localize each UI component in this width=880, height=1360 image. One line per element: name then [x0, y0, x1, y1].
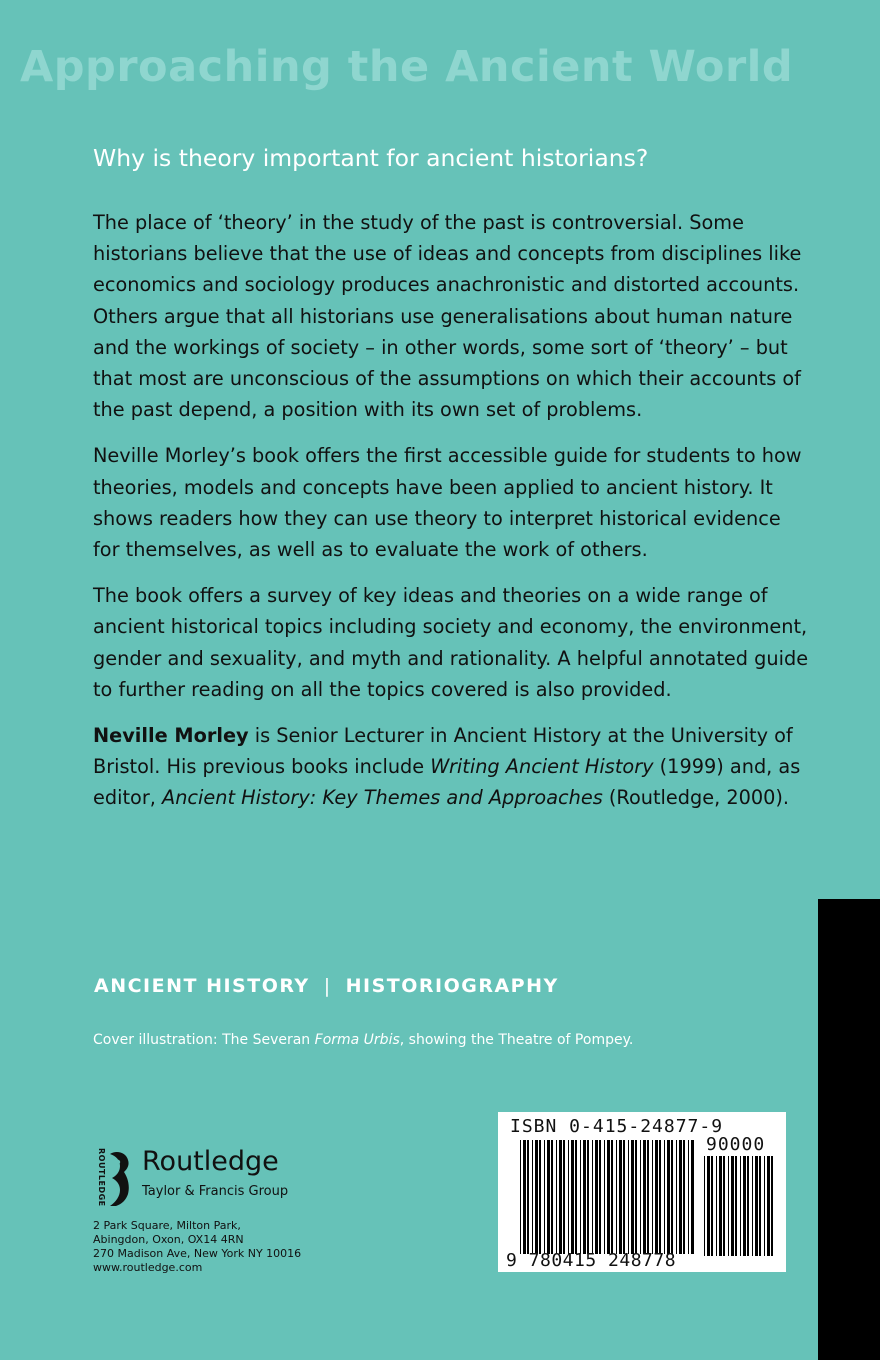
subject-categories — [94, 975, 559, 997]
barcode-bar — [752, 1156, 753, 1256]
author-bio-text: (1999) and, as editor, — [93, 755, 801, 810]
author-bio-text: (Routledge, 2000). — [602, 786, 790, 810]
barcode-bar — [619, 1140, 622, 1254]
barcode-bar — [551, 1140, 553, 1254]
barcode-bar — [723, 1156, 725, 1256]
author-bio — [93, 720, 813, 814]
barcode-bar — [676, 1140, 677, 1254]
credit-text: , showing the Theatre of Pompey. — [399, 1032, 634, 1048]
address-line: 270 Madison Ave, New York NY 10016 — [93, 1247, 302, 1260]
publisher-address — [93, 1219, 301, 1275]
barcode-bar — [664, 1140, 665, 1254]
author-bio-text: is Senior Lecturer in Ancient History at the University of Bristol. His previous books include — [93, 724, 793, 779]
barcode-bar — [527, 1140, 529, 1254]
publisher-logo — [92, 1148, 332, 1208]
barcode-bar — [647, 1140, 649, 1254]
barcode-bar — [755, 1156, 758, 1256]
barcode-bar — [563, 1140, 565, 1254]
subject-label: ANCIENT HISTORY — [94, 975, 310, 997]
barcode-bar — [759, 1156, 761, 1256]
book-title: Ancient History: Key Themes and Approaches — [162, 786, 603, 810]
barcode-bar — [652, 1140, 653, 1254]
subject-label: HISTORIOGRAPHY — [345, 975, 559, 997]
author-name: Neville Morley — [93, 724, 249, 748]
blurb-paragraph: Neville Morley’s book offers the first accessible guide for students to how theories, models and concepts have been applied to ancient history. It shows readers how they can use theory to interpret historical evidence for themselves, as well as to evaluate the work of others. — [93, 444, 802, 562]
barcode-bar — [604, 1140, 605, 1254]
blurb-paragraph: The book offers a survey of key ideas and theories on a wide range of ancient historical topics including society and economy, the environment, gender and sexuality, and myth and rationality. A helpful annotated guide to further reading on all the topics covered is also provided. — [93, 584, 809, 701]
blurb-paragraph: The place of ‘theory’ in the study of the past is controversial. Some historians believe that the use of ideas and concepts from disciplines like economics and sociology produces anachronistic and distorted accounts. Others argue that all historians use generalisations about human nature and the workings of society – in other words, some sort of ‘theory’ – but that most are unconscious of the assumptions on which their accounts of the past depend, a position with its own set of problems. — [93, 211, 802, 422]
barcode-bar — [747, 1156, 749, 1256]
barcode-bar — [547, 1140, 550, 1254]
barcode-bar — [532, 1140, 533, 1254]
publisher-group: Taylor & Francis Group — [142, 1184, 289, 1199]
barcode-bar — [771, 1156, 773, 1256]
barcode-bar — [571, 1140, 574, 1254]
blurb — [93, 207, 813, 829]
barcode-bar — [667, 1140, 670, 1254]
barcode-bar — [611, 1140, 613, 1254]
barcode-bar — [691, 1140, 694, 1254]
spine-edge-strip — [818, 899, 880, 1360]
barcode-main-digits: 9 780415 248778 — [506, 1250, 677, 1271]
routledge-knight-logo-icon — [106, 1150, 134, 1208]
barcode-bar — [520, 1140, 521, 1254]
barcode-bar — [704, 1156, 705, 1256]
barcode-main-bars — [520, 1140, 696, 1254]
subject-separator: | — [323, 975, 332, 997]
barcode-addon-digits: 90000 — [706, 1134, 766, 1155]
cover-illustration-credit — [93, 1032, 633, 1048]
credit-work-title: Forma Urbis — [314, 1032, 400, 1048]
barcode-bar — [659, 1140, 661, 1254]
book-title: Writing Ancient History — [430, 755, 654, 779]
barcode-addon-bars — [704, 1156, 776, 1256]
address-line: Abingdon, Oxon, OX14 4RN — [93, 1233, 244, 1246]
barcode-bar — [688, 1140, 689, 1254]
barcode-bar — [599, 1140, 601, 1254]
barcode-bar — [559, 1140, 562, 1254]
barcode-bar — [568, 1140, 569, 1254]
barcode-bar — [575, 1140, 577, 1254]
barcode-bar — [716, 1156, 717, 1256]
publisher-name: Routledge — [142, 1146, 279, 1177]
barcode-bar — [635, 1140, 637, 1254]
barcode-bar — [740, 1156, 741, 1256]
barcode-bar — [580, 1140, 581, 1254]
isbn-barcode-block — [498, 1112, 786, 1272]
barcode-bar — [671, 1140, 673, 1254]
barcode-bar — [767, 1156, 770, 1256]
barcode-bar — [539, 1140, 541, 1254]
barcode-bar — [556, 1140, 557, 1254]
logo-vertical-label: ROUTLEDGE — [97, 1148, 106, 1207]
isbn-label: ISBN 0-415-24877-9 — [510, 1116, 724, 1137]
barcode-bar — [640, 1140, 641, 1254]
series-title: Approaching the Ancient World — [20, 42, 794, 92]
barcode-bar — [655, 1140, 658, 1254]
address-line: www.routledge.com — [93, 1261, 203, 1274]
barcode-bar — [764, 1156, 765, 1256]
barcode-bar — [523, 1140, 526, 1254]
barcode-bar — [544, 1140, 545, 1254]
headline: Why is theory important for ancient historians? — [93, 144, 649, 172]
barcode-icon — [504, 1136, 780, 1272]
barcode-bar — [728, 1156, 729, 1256]
barcode-bar — [743, 1156, 746, 1256]
barcode-bar — [631, 1140, 634, 1254]
barcode-bar — [683, 1140, 685, 1254]
barcode-bar — [719, 1156, 722, 1256]
barcode-bar — [628, 1140, 629, 1254]
barcode-bar — [735, 1156, 737, 1256]
barcode-bar — [592, 1140, 593, 1254]
barcode-bar — [731, 1156, 734, 1256]
address-line: 2 Park Square, Milton Park, — [93, 1219, 241, 1232]
barcode-bar — [616, 1140, 617, 1254]
barcode-bar — [607, 1140, 610, 1254]
barcode-bar — [595, 1140, 598, 1254]
barcode-bar — [711, 1156, 713, 1256]
barcode-bar — [623, 1140, 625, 1254]
credit-text: Cover illustration: The Severan — [93, 1032, 315, 1048]
barcode-bar — [587, 1140, 589, 1254]
barcode-bar — [679, 1140, 682, 1254]
barcode-bar — [643, 1140, 646, 1254]
barcode-bar — [535, 1140, 538, 1254]
barcode-bar — [707, 1156, 710, 1256]
barcode-bar — [583, 1140, 586, 1254]
